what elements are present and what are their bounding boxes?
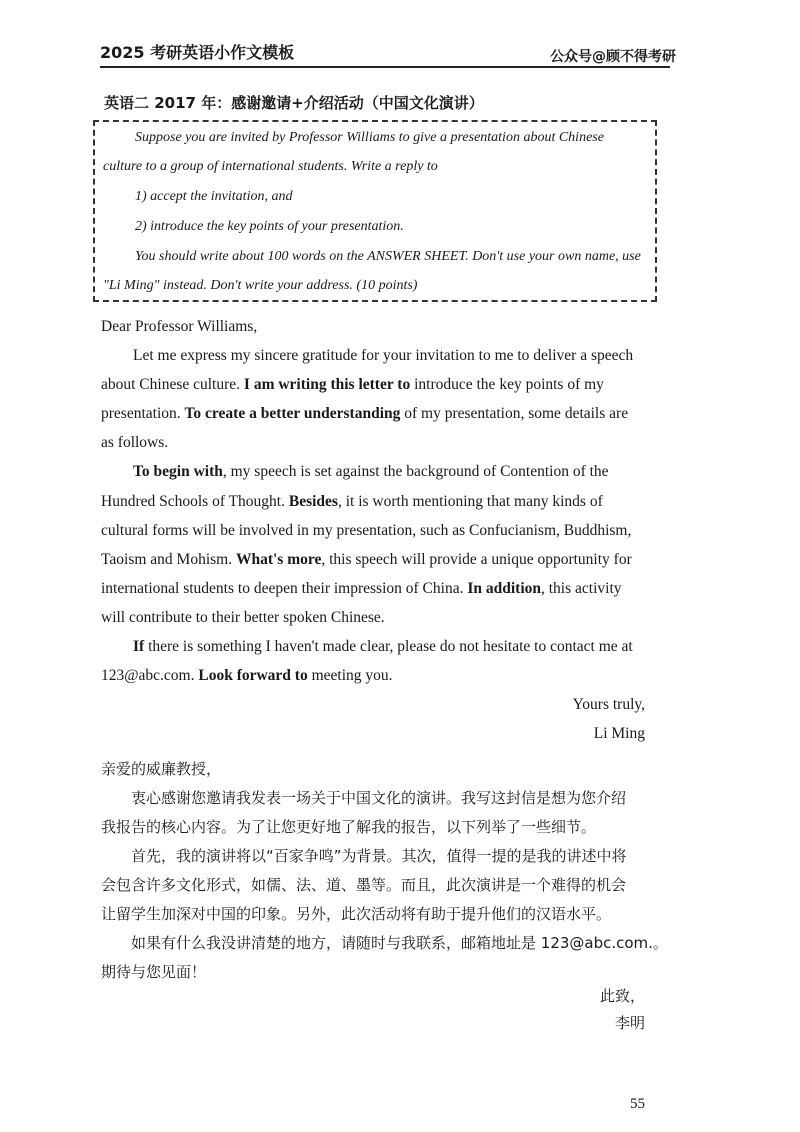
cn-p3-line1: 如果有什么我没讲清楚的地方，请随时与我联系，邮箱地址是 123@abc.com.。 xyxy=(131,934,668,952)
letter-p2-line6: will contribute to their better spoken Chinese. xyxy=(101,609,385,626)
cn-p1-line2: 我报告的核心内容。为了让您更好地了解我的报告，以下列举了一些细节。 xyxy=(101,818,597,836)
cn-closing: 此致， xyxy=(600,987,646,1005)
letter-salutation: Dear Professor Williams, xyxy=(101,318,258,335)
prompt-line-4: 2) introduce the key points of your presentation. xyxy=(135,219,404,234)
letter-p2-line1: To begin with, my speech is set against the background of Contention of the xyxy=(133,463,609,480)
letter-closing: Yours truly, xyxy=(572,696,645,713)
letter-p2-line5: international students to deepen their impression of China. In addition, this activity xyxy=(101,580,622,597)
prompt-line-1: Suppose you are invited by Professor Williams to give a presentation about Chinese xyxy=(135,130,604,145)
prompt-box xyxy=(93,120,657,302)
cn-p3-line2: 期待与您见面！ xyxy=(101,963,207,981)
letter-p1-line3: presentation. To create a better understanding of my presentation, some details are xyxy=(101,405,629,422)
letter-p3-line1: If there is something I haven't made clear, please do not hesitate to contact me at xyxy=(133,638,633,655)
header-account: 公众号@顾不得考研 xyxy=(550,49,676,65)
letter-p1-line1: Let me express my sincere gratitude for your invitation to me to deliver a speech xyxy=(133,347,634,364)
letter-p2-line4: Taoism and Mohism. What's more, this speech will provide a unique opportunity for xyxy=(101,551,632,568)
cn-p2-line3: 让留学生加深对中国的印象。另外，此次活动将有助于提升他们的汉语水平。 xyxy=(101,905,612,923)
section-title: 英语二 2017 年：感谢邀请+介绍活动（中国文化演讲） xyxy=(104,94,484,112)
header-title: 2025 考研英语小作文模板 xyxy=(100,43,295,62)
cn-p2-line2: 会包含许多文化形式，如儒、法、道、墨等。而且，此次演讲是一个难得的机会 xyxy=(101,876,627,894)
cn-p2-line1: 首先，我的演讲将以“百家争鸣”为背景。其次，值得一提的是我的讲述中将 xyxy=(131,847,627,865)
prompt-line-5: You should write about 100 words on the ANSWER SHEET. Don't use your own name, use xyxy=(135,249,641,264)
prompt-line-2: culture to a group of international students. Write a reply to xyxy=(103,159,438,174)
prompt-line-6: "Li Ming" instead. Don't write your address. (10 points) xyxy=(103,278,418,293)
letter-p3-line2: 123@abc.com. Look forward to meeting you. xyxy=(101,667,393,684)
letter-p1-line4: as follows. xyxy=(101,434,169,451)
page-header xyxy=(100,36,676,68)
cn-salutation: 亲爱的威廉教授， xyxy=(101,760,222,778)
letter-signature: Li Ming xyxy=(593,725,645,742)
page-number: 55 xyxy=(630,1096,645,1112)
letter-p2-line2: Hundred Schools of Thought. Besides, it is worth mentioning that many kinds of xyxy=(101,493,603,510)
letter-p1-line2: about Chinese culture. I am writing this letter to introduce the key points of my xyxy=(101,376,604,393)
prompt-line-3: 1) accept the invitation, and xyxy=(135,189,293,204)
letter-p2-line3: cultural forms will be involved in my presentation, such as Confucianism, Buddhism, xyxy=(101,522,632,539)
cn-p1-line1: 衷心感谢您邀请我发表一场关于中国文化的演讲。我写这封信是想为您介绍 xyxy=(131,789,627,807)
cn-signature: 李明 xyxy=(615,1014,646,1032)
